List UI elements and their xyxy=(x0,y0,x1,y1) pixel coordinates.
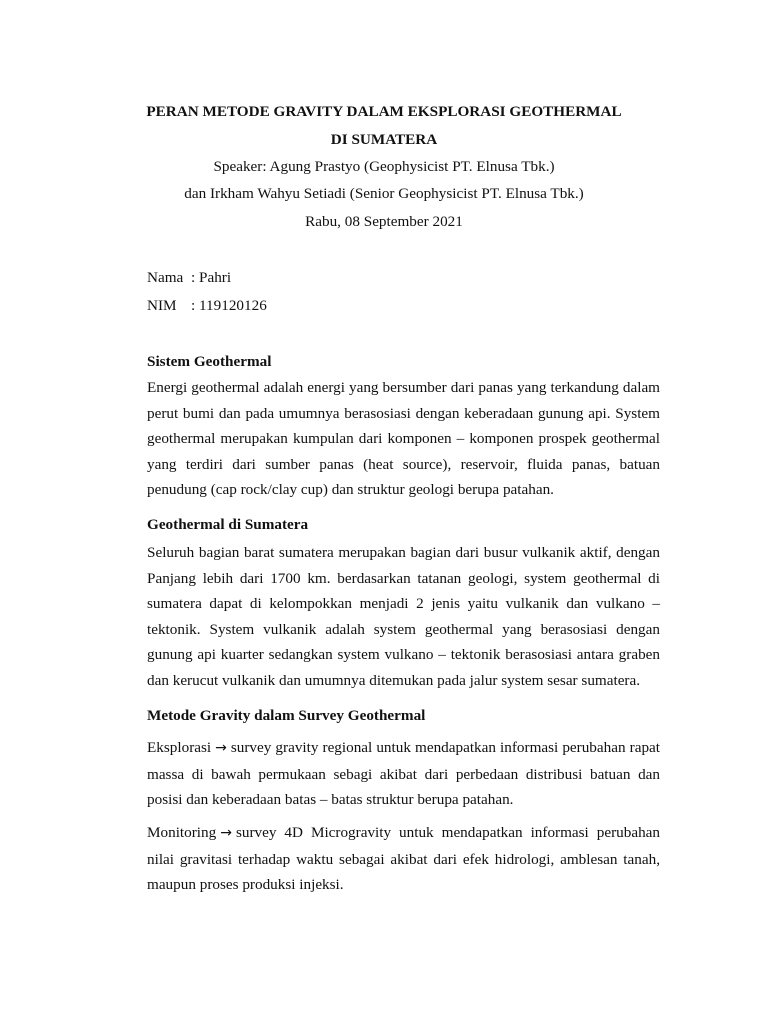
speaker-line-1: Speaker: Agung Prastyo (Geophysicist PT. Elnusa Tbk.) xyxy=(213,158,555,175)
right-arrow-icon: → xyxy=(215,740,227,756)
document-title-line-2: DI SUMATERA xyxy=(330,131,438,148)
nim-field xyxy=(147,296,267,316)
eksplorasi-lead: Eksplorasi xyxy=(147,739,212,756)
eksplorasi-body: survey gravity regional untuk mendapatkan informasi perubahan rapat massa di bawah permukaan sebagi akibat dari perbedaan distribusi batuan dan posisi dan keberadaan batas – batas struktur berupa patahan. xyxy=(147,739,660,808)
right-arrow-icon: → xyxy=(220,825,232,841)
document-title-line-1: PERAN METODE GRAVITY DALAM EKSPLORASI GEOTHERMAL xyxy=(146,103,622,120)
speaker-line-2: dan Irkham Wahyu Setiadi (Senior Geophysicist PT. Elnusa Tbk.) xyxy=(184,185,584,202)
eksplorasi-paragraph xyxy=(147,735,660,813)
section-heading-metode-gravity: Metode Gravity dalam Survey Geothermal xyxy=(147,707,426,724)
name-value: : Pahri xyxy=(191,269,232,286)
section-body-sistem-geothermal: Energi geothermal adalah energi yang bersumber dari panas yang terkandung dalam perut bumi dan pada umumnya berasosiasi dengan keberadaan gunung api. System geothermal merupakan kumpulan dari komponen – komponen prospek geothermal yang terdiri dari sumber panas (heat source), reservoir, fluida panas, batuan penudung (cap rock/clay cup) dan struktur geologi berupa patahan. xyxy=(147,379,660,498)
monitoring-lead: Monitoring xyxy=(147,824,217,841)
monitoring-paragraph xyxy=(147,820,660,898)
nim-label: NIM xyxy=(147,297,177,314)
name-label: Nama xyxy=(147,269,184,286)
section-heading-geothermal-sumatera: Geothermal di Sumatera xyxy=(147,516,309,533)
section-body-geothermal-sumatera: Seluruh bagian barat sumatera merupakan bagian dari busur vulkanik aktif, dengan Panjang lebih dari 1700 km. berdasarkan tatanan geologi, system geothermal di sumatera dapat di kelompokkan menjadi 2 jenis yaitu vulkanik dan vulkano – tektonik. System vulkanik adalah system geothermal yang berasosiasi dengan gunung api kuarter sedangkan system vulkano – tektonik berasosiasi antara graben dan kerucut vulkanik dan umumnya ditemukan pada jalur system sesar sumatera. xyxy=(147,544,660,689)
section-heading-sistem-geothermal: Sistem Geothermal xyxy=(147,353,272,370)
name-field xyxy=(147,268,231,288)
monitoring-body: survey 4D Microgravity untuk mendapatkan informasi perubahan nilai gravitasi terhadap waktu sebagai akibat dari efek hidrologi, amblesan tanah, maupun proses produksi injeksi. xyxy=(147,824,660,893)
nim-value: : 119120126 xyxy=(191,297,267,314)
event-date: Rabu, 08 September 2021 xyxy=(305,213,463,230)
